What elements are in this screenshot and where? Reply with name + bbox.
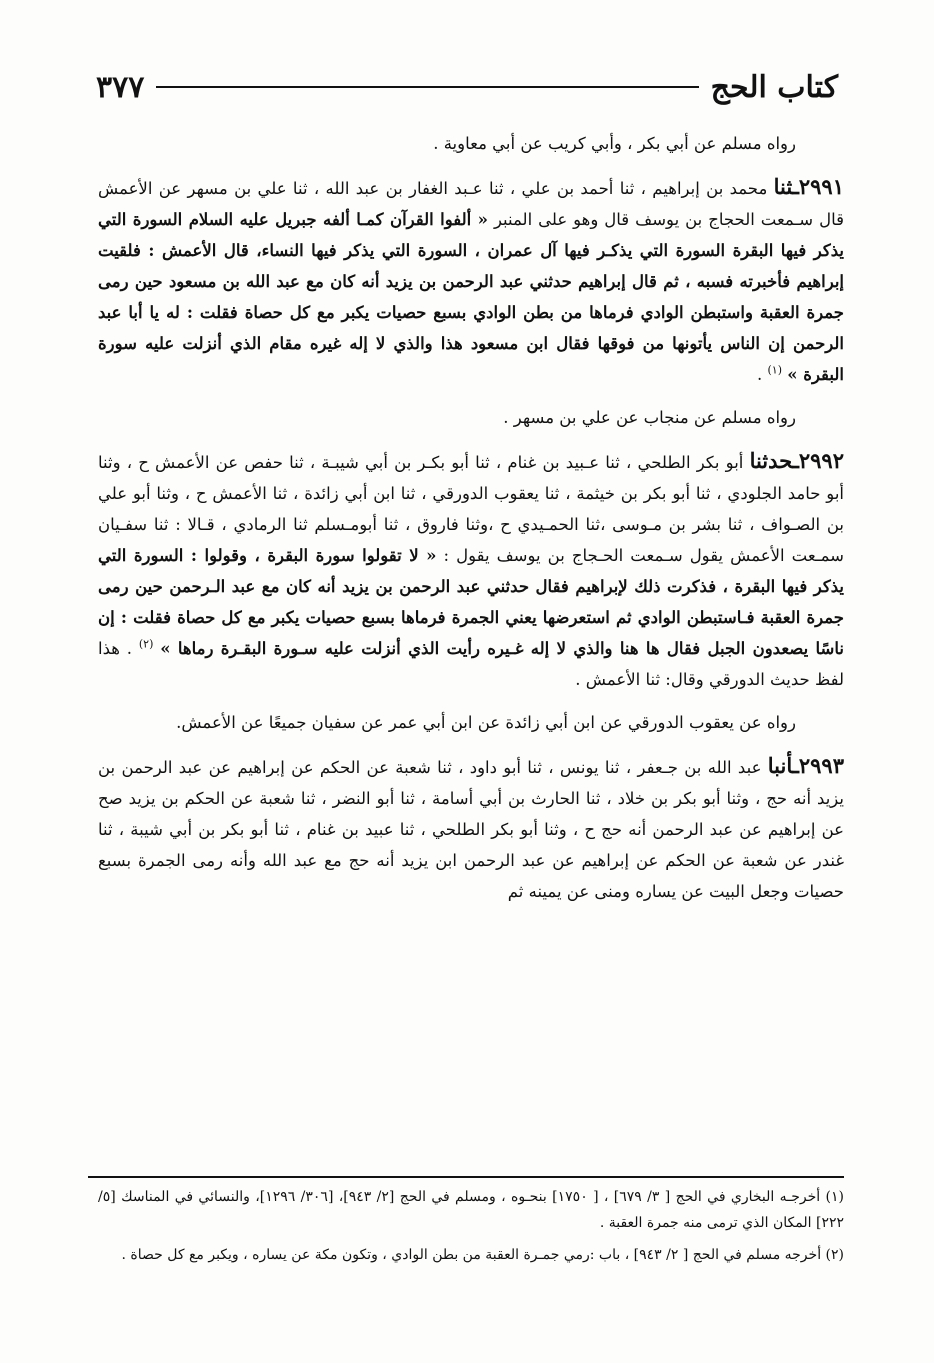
footnote-ref: (١) — [767, 363, 782, 377]
hadith-2991 — [98, 171, 844, 390]
takhrij-line: رواه مسلم عن منجاب عن علي بن مسهر . — [503, 408, 796, 427]
hadith-number: ٢٩٩٢ — [798, 448, 844, 473]
running-title: كتاب الحج — [710, 69, 838, 105]
main-text — [98, 128, 844, 919]
hadith-ending: . — [756, 365, 768, 384]
takhrij-line: رواه مسلم عن أبي بكر ، وأبي كريب عن أبي معاوية . — [433, 134, 796, 153]
hadith-ending: . هذا لفظ حديث الدورقي وقال: ثنا الأعمش . — [98, 639, 844, 689]
hadith-2993 — [98, 750, 844, 907]
isnad: أبو بكر الطلحي ، ثنا عـبيد بن غنام ، ثنا أبو بكـر بن أبي شيبـة ، ثنا حفص عن الأعمش ح ، وثنا أبو حامد الجلودي ، ثنا أبو بكر بن خيثمة ، ثنا يعقوب الدورقي ، ثنا ابن أبي زائدة ، ثنا الأعمش ح ، وثنا أبو علي بن الصـواف ، ثنا بشر بن مـوسى ،ثنا الحمـيدي ح ،وثنا فاروق ، ثنا أبومـسلم ثنا الرمادي ، قـالا : ثنا سفـيان سمـعت الأعمش يقول سـمعت الحـجاج بن يوسف يقول : — [98, 453, 844, 565]
matn: « ألفوا القرآن كمـا ألفه جبريل عليه السلام السورة التي يذكر فيها البقرة السورة التي يذكـر فيها آل عمران ، السورة التي يذكر فيها النساء، قال الأعمش : فلقيت إبراهيم فأخبرته فسبه ، ثم قال إبراهيم حدثني عبد الرحمن بن يزيد أنه كان مع عبد الله بن مسعود حين رمى جمرة العقبة واستبطن الوادي فرماها من بطن الوادي بسبع حصيات يكبر مع كل حصاة فقلت : له يا أبا عبد الرحمن إن الناس يأتونها من فوقها فقال ابن مسعود هذا والذي لا إله غيره مقام الذي أنزلت عليه سورة البقرة » — [98, 210, 844, 384]
footnote-divider — [88, 1176, 844, 1178]
takhrij-line: رواه عن يعقوب الدورقي عن ابن أبي زائدة عن ابن أبي عمر عن سفيان جميعًا عن الأعمش. — [176, 713, 796, 732]
footnotes — [98, 1184, 844, 1274]
matn: « لا تقولوا سورة البقرة ، وقولوا : السورة التي يذكر فيها البقرة ، فذكرت ذلك لإبراهيم فقال حدثني عبد الرحمن بن يزيد أنه كان مع عبد الـرحمن حين رمى جمرة العقبة فـاستبطن الوادي ثم استعرضها يعني الجمرة فرماها بسبع حصيات يكبر مع كل حصاة فقلت : إن ناسًا يصعدون الجبل فقال ها هنا والذي لا إله غـيره رأيت الذي أنزلت عليه سـورة البقـرة رماها » — [98, 546, 844, 658]
isnad: محمد بن إبراهيم ، ثنا أحمد بن علي ، ثنا عـبد الغفار بن عبد الله ، ثنا علي بن مسهر عن الأعمش قال سـمعت الحجاج بن يوسف قال وهو على المنبر — [98, 179, 844, 229]
footnote-1: (١) أخرجـه البخاري في الحج [ ٣/ ٦٧٩] ، [ ١٧٥٠] بنحـوه ، ومسلم في الحج [٢/ ٩٤٣]، [٣٠٦/ ١٢٩٦]، والنسائي في المناسك [٥/ ٢٢٢] المكان الذي ترمى منه جمرة العقبة . — [98, 1189, 844, 1231]
hadith-formula: ـأنبا — [767, 753, 799, 778]
hadith-2992 — [98, 445, 844, 695]
isnad: عبد الله بن جـعفر ، ثنا يونس ، ثنا أبو داود ، ثنا شعبة عن الحكم عن إبراهيم عن عبد الرحمن بن يزيد أنه حج ، وثنا أبو بكر بن خلاد ، ثنا الحارث بن أبي أسامة ، ثنا أبو النضر ، ثنا شعبة عن الحكم بن يزيد صح عن إبراهيم عن عبد الرحمن أنه حج ح ، وثنا أبو بكر الطلحي ، ثنا عبيد بن غنام ، ثنا أبو بكر بن أبي شيبة ، ثنا غندر عن شعبة عن الحكم عن إبراهيم عن عبد الرحمن ابن يزيد أنه حج مع عبد الله وأنه رمى الجمرة بسبع حصيات وجعل البيت عن يساره ومنى عن يمينه ثم — [98, 758, 844, 901]
header-rule — [156, 86, 698, 88]
footnote-2: (٢) أخرجه مسلم في الحج [ ٢/ ٩٤٣] ، باب :رمي جمـرة العقبة من بطن الوادي ، وتكون مكة عن يساره ، ويكبر مع كل حصاة . — [121, 1247, 844, 1263]
hadith-number: ٢٩٩٣ — [798, 753, 844, 778]
footnote-ref: (٢) — [138, 637, 154, 651]
page-number: ٣٧٧ — [96, 69, 145, 105]
page-header — [96, 62, 838, 112]
hadith-number: ٢٩٩١ — [798, 174, 844, 199]
hadith-formula: ـثنا — [773, 174, 799, 199]
hadith-formula: ـحدثنا — [749, 448, 799, 473]
